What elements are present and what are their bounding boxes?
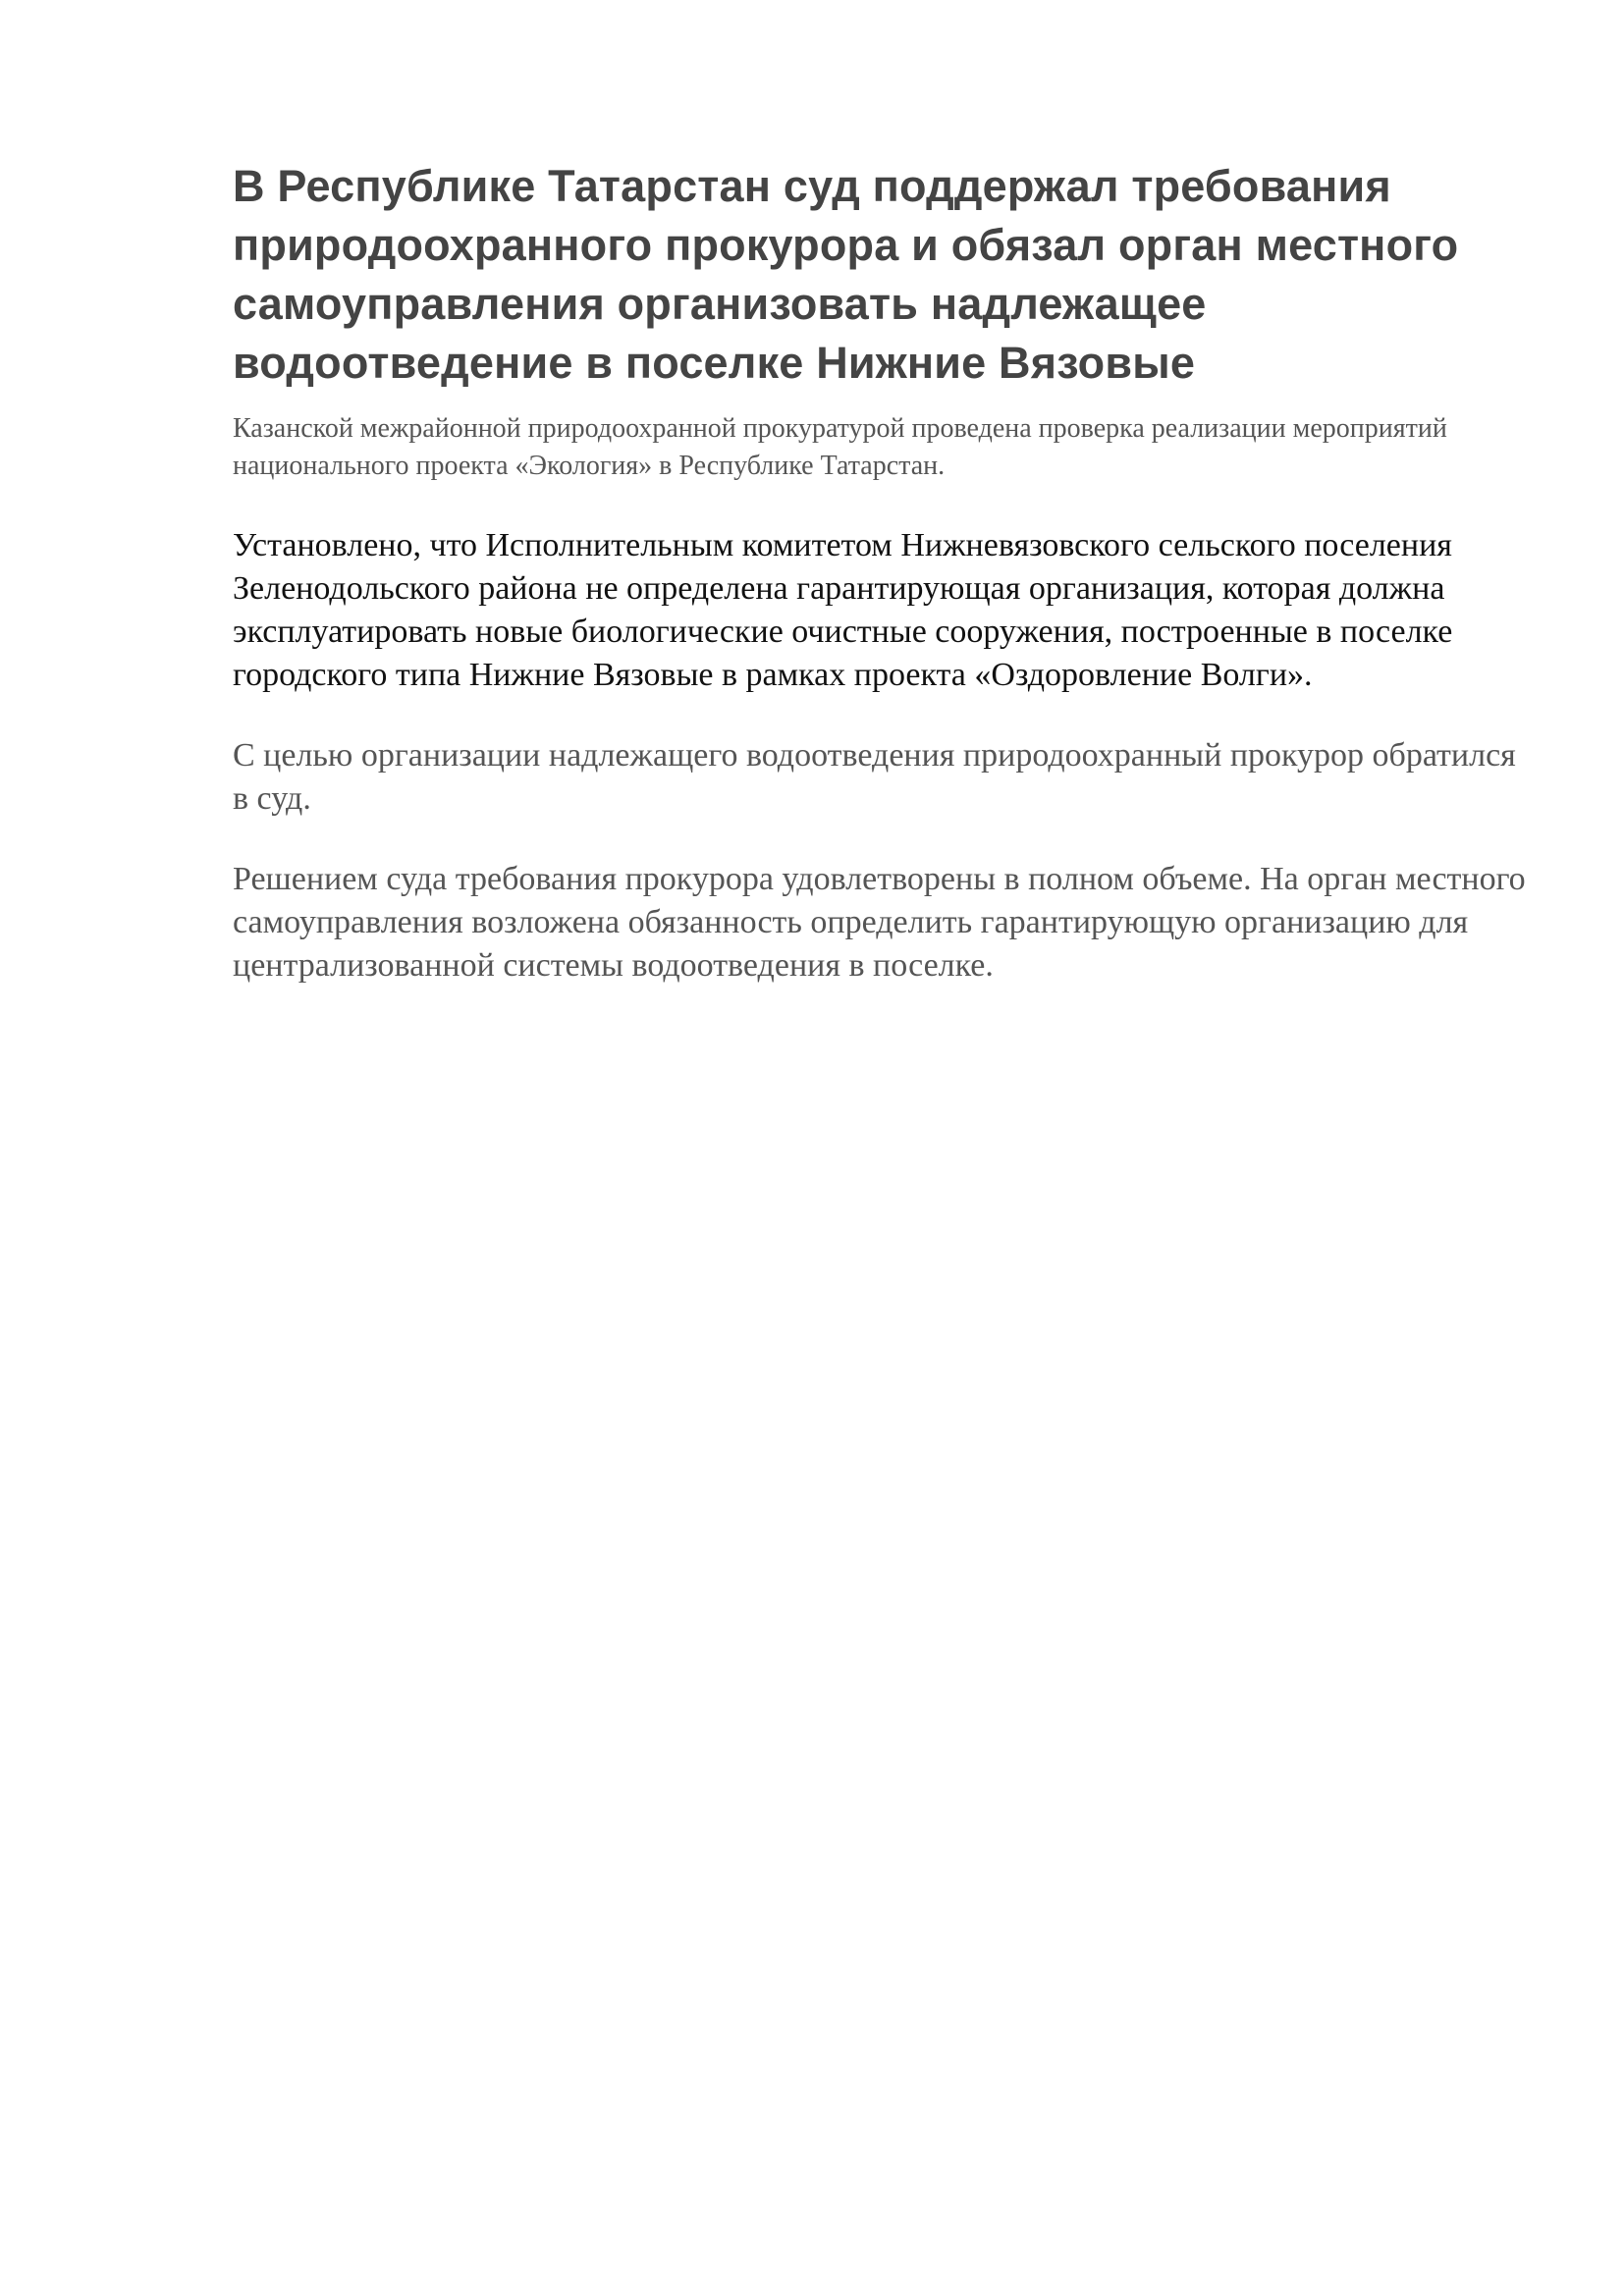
article-title: В Республике Татарстан суд поддержал требования природоохранного прокурора и обязал орган местного самоуправления организовать надлежащее водоотведение в поселке Нижние Вязовые xyxy=(233,161,1459,388)
article-body xyxy=(233,157,1529,988)
paragraph-court-appeal: С целью организации надлежащего водоотведения природоохранный прокурор обратился в суд. xyxy=(233,737,1516,817)
paragraph-findings: Установлено, что Исполнительным комитетом Нижневязовского сельского поселения Зеленодольского района не определена гарантирующая организация, которая должна эксплуатировать новые биологические очистные сооружения, построенные в поселке городского типа Нижние Вязовые в рамках проекта «Оздоровление Волги». xyxy=(233,527,1453,693)
article-lead: Казанской межрайонной природоохранной прокуратурой проведена проверка реализации мероприятий национального проекта «Экология» в Республике Татарстан. xyxy=(233,413,1447,481)
paragraph-court-decision: Решением суда требования прокурора удовлетворены в полном объеме. На орган местного самоуправления возложена обязанность определить гарантирующую организацию для централизованной системы водоотведения в поселке. xyxy=(233,861,1526,984)
